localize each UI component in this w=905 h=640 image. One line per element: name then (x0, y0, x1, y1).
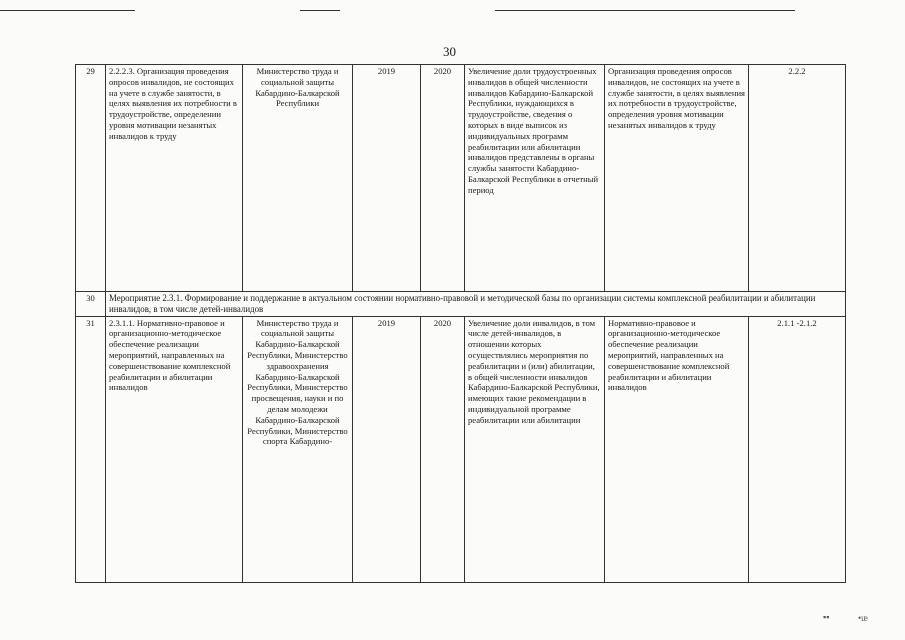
program-table (75, 64, 846, 583)
measure-name: 2.3.1.1. Нормативно-правовое и организационно-методическое обеспечение реализации мероприятий, направленных на совершенствование комплексной реабилитации и абилитации инвалидов (106, 316, 243, 582)
measure-name: 2.2.2.3. Организация проведения опросов инвалидов, не состоящих на учете в службе занятости, в целях выявления их потребности в трудоустройстве, определении уровня мотивации незанятых инвалидов к труду (106, 65, 243, 292)
table-row (76, 65, 846, 292)
start-year: 2019 (353, 316, 421, 582)
row-number: 31 (76, 316, 106, 582)
page-number: 30 (443, 44, 456, 59)
row-number: 29 (76, 65, 106, 292)
indicator: Увеличение доли инвалидов, в том числе детей-инвалидов, в отношении которых осуществлялись мероприятия по реабилитации и (или) абилитации, в общей численности инвалидов Кабардино-Балкарской Республики, имеющих такие рекомендации в индивидуальной программе реабилитации или абилитации (465, 316, 605, 582)
executor: Министерство труда и социальной защиты Кабардино-Балкарской Республики, Министерство здравоохранения Кабардино-Балкарской Республики, Министерство просвещения, науки и по делам молодежи Кабардино-Балкарской Республики, Министерство спорта Кабардино- (243, 316, 353, 582)
event-heading: Мероприятие 2.3.1. Формирование и поддержание в актуальном состоянии нормативно-правовой и методической базы по организации системы комплексной реабилитации и абилитации инвалидов, в том числе детей-инвалидов (106, 292, 846, 317)
row-number: 30 (76, 292, 106, 317)
expected-result: Нормативно-правовое и организационно-методическое обеспечение реализации мероприятий, направленных на совершенствование комплексной реабилитации и абилитации инвалидов (605, 316, 749, 582)
scan-top-rule (0, 10, 135, 11)
scan-mark: ▪▪ (823, 612, 830, 622)
scan-top-rule (300, 10, 340, 11)
scan-top-rule (495, 10, 795, 11)
link-reference: 2.2.2 (749, 65, 846, 292)
end-year: 2020 (421, 65, 465, 292)
scan-mark: •ᵫ (858, 613, 868, 623)
expected-result: Организация проведения опросов инвалидов, не состоящих на учете в службе занятости, в целях выявления их потребности в трудоустройстве, определения уровня мотивации незанятых инвалидов к труду (605, 65, 749, 292)
end-year: 2020 (421, 316, 465, 582)
link-reference: 2.1.1 -2.1.2 (749, 316, 846, 582)
table-row (76, 316, 846, 582)
executor: Министерство труда и социальной защиты Кабардино-Балкарской Республики (243, 65, 353, 292)
indicator: Увеличение доли трудоустроенных инвалидов в общей численности инвалидов Кабардино-Балкарской Республики, нуждающихся в трудоустройстве, сведения о которых в виде выписок из индивидуальных программ реабилитации или абилитации инвалидов представлены в органы службы занятости Кабардино-Балкарской Республики в отчетный период (465, 65, 605, 292)
start-year: 2019 (353, 65, 421, 292)
table-row (76, 292, 846, 317)
